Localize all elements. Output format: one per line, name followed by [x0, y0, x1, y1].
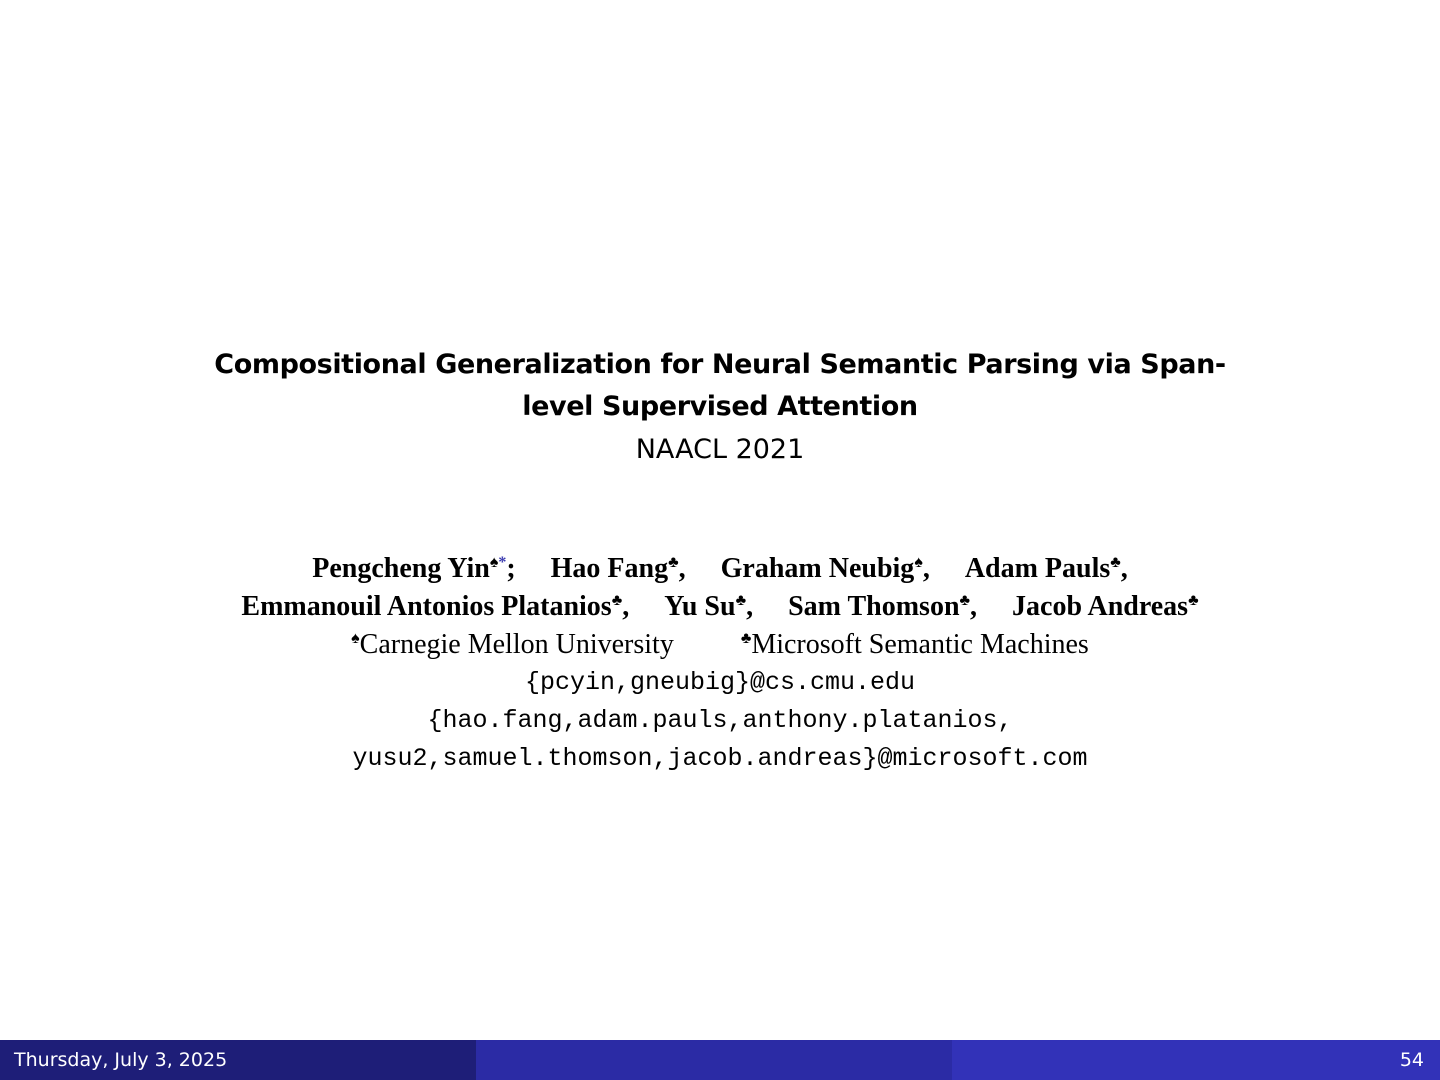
author: Hao Fang♣, [550, 553, 686, 584]
affiliation: ♣Microsoft Semantic Machines [740, 629, 1089, 660]
authors-row-1 [120, 550, 1320, 588]
slide-footer [0, 1040, 1440, 1080]
footer-date-text: Thursday, July 3, 2025 [14, 1049, 228, 1071]
venue-label: NAACL 2021 [635, 434, 805, 465]
slide-title-line-2: level Supervised Attention [522, 391, 918, 422]
email-line: {pcyin,gneubig}@cs.cmu.edu [524, 668, 916, 697]
author: Graham Neubig♠, [720, 553, 930, 584]
author: Yu Su♣, [664, 591, 754, 622]
author: Emmanouil Antonios Platanios♣, [241, 591, 630, 622]
email-line: {hao.fang,adam.pauls,anthony.platanios, [427, 706, 1013, 735]
affiliation: ♠Carnegie Mellon University [351, 629, 674, 660]
author: Pengcheng Yin♠*; [312, 553, 516, 584]
slide-title-line-1: Compositional Generalization for Neural Semantic Parsing via Span- [214, 349, 1226, 380]
footer-center-band [476, 1040, 952, 1080]
authors-row-2 [120, 588, 1320, 626]
slide-title-block [200, 344, 1240, 472]
slide-title [200, 344, 1240, 428]
affiliations-row [120, 626, 1320, 664]
page-number-text: 54 [1399, 1049, 1424, 1071]
email-line: yusu2,samuel.thomson,jacob.andreas}@microsoft.com [352, 744, 1088, 773]
author: Adam Pauls♣, [964, 553, 1128, 584]
paper-header-image [120, 550, 1320, 778]
author: Jacob Andreas♣ [1012, 591, 1199, 622]
footer-page-number [952, 1040, 1440, 1080]
footer-date [0, 1040, 476, 1080]
author: Sam Thomson♣, [788, 591, 978, 622]
